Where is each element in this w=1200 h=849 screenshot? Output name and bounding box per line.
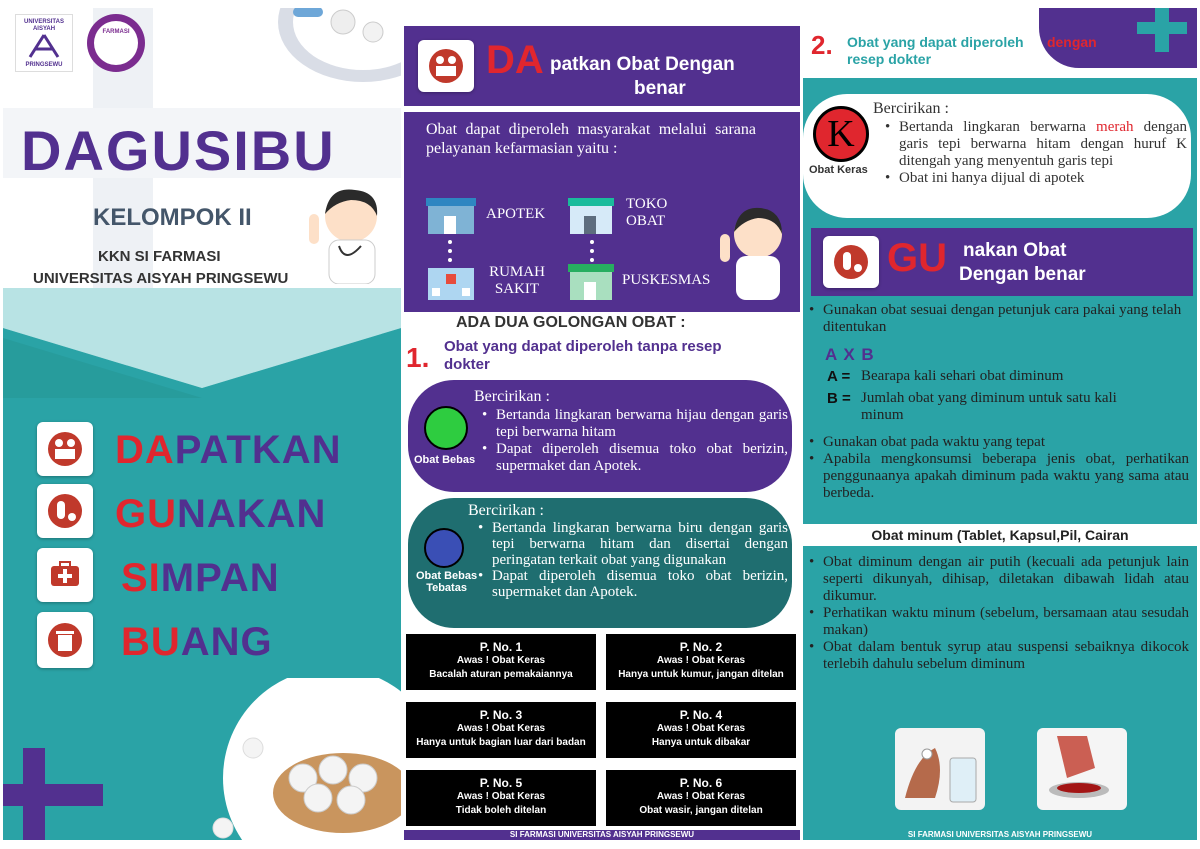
menu-icon-simpan bbox=[37, 548, 93, 602]
logo-line: PRINGSEWU bbox=[25, 62, 63, 68]
b-text: Jumlah obat yang diminum untuk satu kali minum bbox=[861, 390, 1117, 423]
university-logo bbox=[15, 14, 73, 72]
header-highlight: GU bbox=[887, 236, 947, 280]
menu-word-simpan: SIMPAN bbox=[121, 556, 280, 600]
keras-heading: Bercirikan : bbox=[873, 100, 949, 117]
menu-icon-gunakan bbox=[37, 484, 93, 538]
item1-text: Obat yang dapat diperoleh tanpa resep dokter bbox=[444, 338, 722, 373]
use-list-1 bbox=[805, 302, 1189, 336]
bebas-heading: Bercirikan : bbox=[474, 388, 550, 405]
place-apotek: APOTEK bbox=[486, 206, 546, 222]
warning-card: P. No. 5 Awas ! Obat Keras Tidak boleh ditelan bbox=[406, 770, 596, 826]
first-aid-kit-icon bbox=[47, 557, 83, 593]
syrup-spoon-image bbox=[1037, 728, 1127, 810]
hospital-building-icon bbox=[426, 262, 476, 302]
menu-word-buang: BUANG bbox=[121, 620, 273, 664]
logo-a-icon bbox=[24, 33, 64, 59]
use-bullet: • Gunakan obat pada waktu yang tepat bbox=[805, 434, 1189, 451]
header-title: nakan Obat bbox=[963, 240, 1067, 261]
dotted-connector bbox=[590, 240, 594, 262]
warning-card: P. No. 6 Awas ! Obat Keras Obat wasir, jangan ditelan bbox=[606, 770, 796, 826]
puskesmas-building-icon bbox=[568, 262, 614, 302]
obat-minum-title: Obat minum (Tablet, Kapsul,Pil, Cairan bbox=[803, 524, 1197, 546]
obat-keras-label: Obat Keras bbox=[809, 164, 868, 176]
a-text: Bearapa kali sehari obat diminum bbox=[861, 368, 1064, 384]
terbatas-bullet: • Dapat diperoleh disemua toko obat berizin, supermaket dan Apotek. bbox=[474, 568, 788, 600]
handover-icon bbox=[428, 48, 464, 84]
kkn-label: KKN SI FARMASI bbox=[98, 248, 221, 265]
toko-obat-icon bbox=[568, 196, 614, 236]
header-title-line2: benar bbox=[634, 78, 686, 99]
footer-bar: SI FARMASI UNIVERSITAS AISYAH PRINGSEWU bbox=[404, 830, 800, 840]
menu-word-dapatkan: DAPATKAN bbox=[115, 428, 342, 472]
logo-line: UNIVERSITAS bbox=[24, 19, 64, 25]
intro-text: Obat dapat diperoleh masyarakat melalui sarana pelayanan kefarmasian yaitu : bbox=[426, 121, 756, 157]
trash-icon bbox=[47, 622, 83, 658]
gunakan-panel bbox=[803, 8, 1197, 840]
warning-card: P. No. 4 Awas ! Obat Keras Hanya untuk dibakar bbox=[606, 702, 796, 758]
keras-bullet: • Bertanda lingkaran berwarna merah dengan garis tepi berwarna hitam dengan huruf K ditengah yang menyentuh garis tepi bbox=[881, 119, 1187, 170]
warning-card: P. No. 1 Awas ! Obat Keras Bacalah aturan pemakaiannya bbox=[406, 634, 596, 690]
dotted-connector bbox=[448, 240, 452, 262]
blue-circle-icon bbox=[424, 528, 464, 568]
item2-text: Obat yang dapat diperoleh dengan resep dokter bbox=[847, 34, 1097, 67]
pill-hand-icon bbox=[47, 493, 83, 529]
b-key: B = bbox=[827, 390, 851, 407]
place-puskesmas: PUSKESMAS bbox=[622, 272, 711, 288]
footer-bar: SI FARMASI UNIVERSITAS AISYAH PRINGSEWU bbox=[803, 830, 1197, 840]
handover-icon bbox=[47, 431, 83, 467]
cross-horizontal-bar bbox=[3, 784, 103, 806]
minum-list bbox=[805, 554, 1189, 673]
apotek-building-icon bbox=[426, 196, 476, 236]
warning-card: P. No. 2 Awas ! Obat Keras Hanya untuk kumur, jangan ditelan bbox=[606, 634, 796, 690]
farmasi-logo bbox=[87, 14, 145, 72]
minum-bullet: • Perhatikan waktu minum (sebelum, bersamaan atau sesudah makan) bbox=[805, 605, 1189, 639]
minum-bullet: • Obat dalam bentuk syrup atau suspensi sebaiknya dikocok terlebih dahulu sebelum diminum bbox=[805, 639, 1189, 673]
pills-spoon-image bbox=[193, 678, 401, 840]
menu-icon-buang bbox=[37, 612, 93, 668]
warning-card: P. No. 3 Awas ! Obat Keras Hanya untuk bagian luar dari badan bbox=[406, 702, 596, 758]
terbatas-bullets bbox=[474, 520, 788, 600]
header-icon-dapatkan bbox=[418, 40, 474, 92]
dapatkan-panel bbox=[404, 8, 800, 840]
use-bullet: • Gunakan obat sesuai dengan petunjuk cara pakai yang telah ditentukan bbox=[805, 302, 1189, 336]
header-highlight: DA bbox=[486, 38, 544, 82]
item1-number: 1. bbox=[406, 342, 430, 373]
hand-pill-water-image bbox=[895, 728, 985, 810]
corner-cross-horizontal bbox=[1137, 22, 1187, 34]
pill-bowl-image bbox=[273, 8, 401, 82]
item2-number: 2. bbox=[811, 30, 833, 60]
place-toko-obat: TOKO OBAT bbox=[626, 196, 668, 229]
university-name: UNIVERSITAS AISYAH PRINGSEWU bbox=[33, 270, 289, 287]
axb-formula: A X B bbox=[825, 345, 875, 364]
golongan-title: ADA DUA GOLONGAN OBAT : bbox=[456, 314, 686, 331]
main-title: DAGUSIBU bbox=[21, 119, 336, 182]
place-rumah-sakit: RUMAH SAKIT bbox=[489, 264, 545, 297]
header-title-line2: Dengan benar bbox=[959, 264, 1086, 285]
minum-bullet: • Obat diminum dengan air putih (kecuali ada petunjuk lain seperti dikunyah, dihisap, diletakan dibawah lidah atau dikumur. bbox=[805, 554, 1189, 605]
bebas-bullet: • Dapat diperoleh disemua toko obat berizin, supermaket dan Apotek. bbox=[478, 441, 788, 475]
front-panel bbox=[3, 8, 401, 840]
doctor-cartoon-image bbox=[305, 184, 393, 284]
keras-bullet: • Obat ini hanya dijual di apotek bbox=[881, 170, 1187, 187]
green-circle-icon bbox=[424, 406, 468, 450]
pill-hand-icon bbox=[833, 244, 869, 280]
terbatas-heading: Bercirikan : bbox=[468, 502, 544, 519]
doctor-cartoon-image bbox=[720, 204, 794, 300]
obat-terbatas-label: Obat Bebas Tebatas bbox=[416, 570, 478, 594]
menu-icon-dapatkan bbox=[37, 422, 93, 476]
a-key: A = bbox=[827, 368, 851, 385]
header-title: patkan Obat Dengan bbox=[550, 54, 735, 75]
keras-bullets bbox=[881, 119, 1187, 187]
use-bullet: • Apabila mengkonsumsi beberapa jenis obat, perhatikan penggunaanya apakah diminum pada waktu yang sama atau berbeda. bbox=[805, 451, 1189, 502]
farmasi-logo-text: FARMASI bbox=[94, 21, 138, 65]
header-icon-gunakan bbox=[823, 236, 879, 288]
bebas-bullets bbox=[478, 407, 788, 475]
terbatas-bullet: • Bertanda lingkaran berwarna biru dengan garis tepi berwarna hitam dan disertai dengan peringatan terkait obat yang digunakan bbox=[474, 520, 788, 568]
red-k-circle-icon: K bbox=[813, 106, 869, 162]
group-name: KELOMPOK II bbox=[93, 204, 252, 231]
use-list-2 bbox=[805, 434, 1189, 502]
obat-bebas-label: Obat Bebas bbox=[414, 454, 476, 466]
menu-word-gunakan: GUNAKAN bbox=[115, 492, 327, 536]
logo-line: AISYAH bbox=[32, 26, 56, 32]
bebas-bullet: • Bertanda lingkaran berwarna hijau dengan garis tepi berwarna hitam bbox=[478, 407, 788, 441]
